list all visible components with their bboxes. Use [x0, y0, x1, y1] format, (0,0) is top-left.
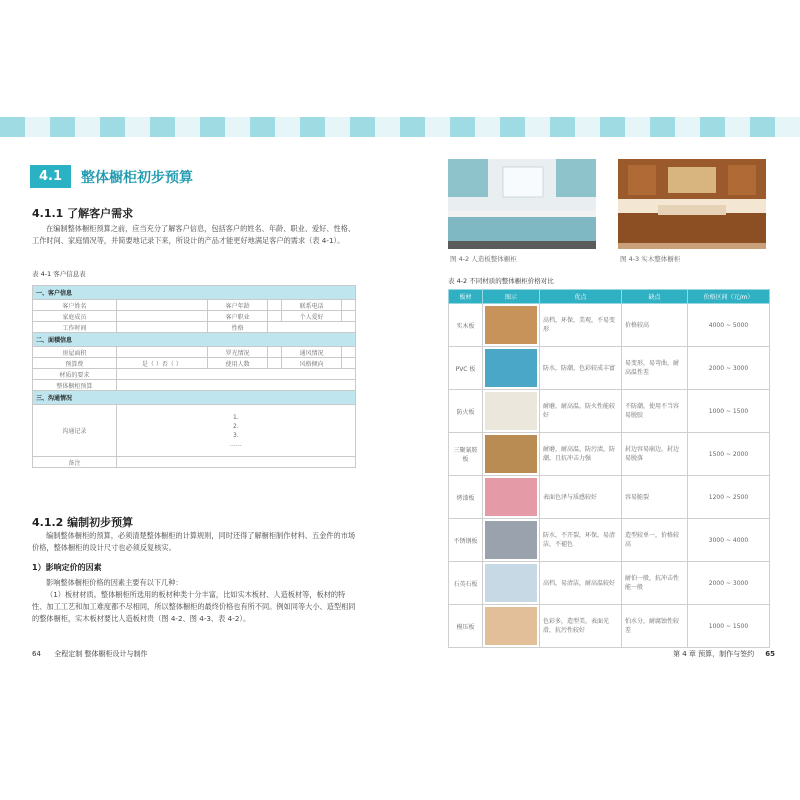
paragraph: 影响整体橱柜价格的因素主要有以下几种： （1）板材材质。整体橱柜所选用的板材种类十分丰富，比如实木板材、人造板材等，板材的特性、加工工艺和加工难度都不尽相同，所以整体橱柜的最终价格也有所不同。例如同等大小、造型相同的整体橱柜，实木板材要比人造板材贵（图 4-2、图 4-3、表 4-2）。: [32, 578, 356, 623]
price-comparison-table: [448, 289, 770, 648]
table-row: 家庭成员 客户职业 个人爱好: [33, 311, 356, 322]
section-title: 整体橱柜初步预算: [81, 169, 194, 186]
left-page: [28, 137, 358, 667]
price-range-cell: 3000 ~ 4000: [688, 519, 770, 562]
section-number: 4.1: [30, 165, 71, 188]
pros-cell: 高档，易清洁，耐高温较好: [540, 562, 622, 605]
table-row: [449, 519, 770, 562]
table-header-row: 板材 图示 优点 缺点 价格区间（元/m）: [449, 290, 770, 304]
right-footer: [673, 649, 775, 659]
table-row: 材质的要求: [33, 369, 356, 380]
price-range-cell: 4000 ~ 5000: [688, 304, 770, 347]
decorative-stripe: [0, 117, 800, 137]
table-row: 房屋面积 罗光情况 通风情况: [33, 347, 356, 358]
table-section-header: 二、面積信息: [33, 333, 356, 347]
price-range-cell: 2000 ~ 3000: [688, 562, 770, 605]
table-row: [449, 433, 770, 476]
table-row: 工作时间 性格: [33, 322, 356, 333]
board-name: 不锈钢板: [449, 519, 483, 562]
communication-record: 1. 2. 3. ……: [116, 405, 355, 457]
page-number: 64: [32, 650, 41, 658]
pros-cell: 耐磨，耐高温，防火性能较好: [540, 390, 622, 433]
customer-info-table: [32, 285, 356, 468]
cons-cell: 耐伯一般，抗冲击性能一般: [622, 562, 688, 605]
cons-cell: 怕水分，耐腐蚀性较差: [622, 605, 688, 648]
material-swatch: [483, 605, 540, 648]
factor-heading: 1）影响定价的因素: [32, 563, 102, 572]
section-heading: [30, 165, 193, 188]
chapter-title: 第 4 章 预算，制作与签约: [673, 650, 755, 658]
table-row: 沟通记录 1. 2. 3. ……: [33, 405, 356, 457]
material-swatch: [483, 519, 540, 562]
pros-cell: 高档，环保，美观，不易变形: [540, 304, 622, 347]
table-row: [449, 390, 770, 433]
kitchen-photo-solid-wood: [618, 159, 766, 249]
subsection-heading: 4.1.1 了解客户需求: [32, 207, 134, 220]
cons-cell: 价格较高: [622, 304, 688, 347]
price-range-cell: 2000 ~ 3000: [688, 347, 770, 390]
price-range-cell: 1500 ~ 2000: [688, 433, 770, 476]
table-row: 预算费 是（ ）否（ ） 使用人数 风格倾向: [33, 358, 356, 369]
table-caption: 表 4-1 客户信息表: [32, 270, 86, 278]
board-name: 烤漆板: [449, 476, 483, 519]
table-row: [449, 304, 770, 347]
table-row: 客户姓名 客户年龄 联系电话: [33, 300, 356, 311]
board-name: 防火板: [449, 390, 483, 433]
pros-cell: 耐磨，耐高温，防污渍，防潮，且抗冲击力强: [540, 433, 622, 476]
material-swatch: [483, 390, 540, 433]
kitchen-photo-artificial-board: [448, 159, 596, 249]
paragraph: 在编制整体橱柜预算之前，应当充分了解客户信息，包括客户的姓名、年龄、职业、爱好、性格、工作时间、家庭情况等，并简要地记录下来，所设计的产品才能更好地满足客户的需求（表 4-1）。: [32, 224, 356, 245]
subsection-heading: 4.1.2 编制初步预算: [32, 516, 134, 529]
board-name: PVC 板: [449, 347, 483, 390]
price-range-cell: 1000 ~ 1500: [688, 605, 770, 648]
page-number: 65: [765, 650, 776, 658]
cons-cell: 不防潮，使用不当容易脱胶: [622, 390, 688, 433]
cons-cell: 易变形，易弯曲，耐高温性差: [622, 347, 688, 390]
table-row: 整体橱柜预算: [33, 380, 356, 391]
table-row: [449, 562, 770, 605]
board-name: 三聚氰胺板: [449, 433, 483, 476]
book-title: 全程定制 整体橱柜设计与制作: [54, 650, 148, 658]
material-swatch: [483, 476, 540, 519]
pros-cell: 防水，防潮，色彩较成丰富: [540, 347, 622, 390]
paragraph: 编制整体橱柜的预算，必须清楚整体橱柜的计算规则，同时还得了解橱柜制作材料、五金件的市场价格，整体橱柜的设计尺寸也必须反复核实。: [32, 531, 356, 552]
board-name: 实木板: [449, 304, 483, 347]
price-range-cell: 1000 ~ 1500: [688, 390, 770, 433]
table-caption: 表 4-2 不同材质的整体橱柜价格对比: [448, 277, 554, 285]
table-row: [449, 347, 770, 390]
pros-cell: 防水，不开裂，环保，易清洁，不褪色: [540, 519, 622, 562]
right-page: [420, 137, 780, 667]
figure-caption: 图 4-2 人造板整体橱柜: [450, 255, 517, 263]
material-swatch: [483, 304, 540, 347]
price-range-cell: 1200 ~ 2500: [688, 476, 770, 519]
material-swatch: [483, 562, 540, 605]
pros-cell: 表面色泽与质感较好: [540, 476, 622, 519]
board-name: 模压板: [449, 605, 483, 648]
table-section-header: 一、客户信息: [33, 286, 356, 300]
board-name: 石英石板: [449, 562, 483, 605]
table-row: 备注: [33, 457, 356, 468]
material-swatch: [483, 347, 540, 390]
pros-cell: 色彩多，造型美，表面光滑，抗污性较好: [540, 605, 622, 648]
table-row: [449, 476, 770, 519]
material-swatch: [483, 433, 540, 476]
figure-caption: 图 4-3 实木整体橱柜: [620, 255, 681, 263]
cons-cell: 容易脆裂: [622, 476, 688, 519]
left-footer: [32, 649, 148, 659]
cons-cell: 造型较单一，价格较高: [622, 519, 688, 562]
table-row: [449, 605, 770, 648]
table-section-header: 三、沟通情况: [33, 391, 356, 405]
cons-cell: 封边容易崩边，封边易脱落: [622, 433, 688, 476]
